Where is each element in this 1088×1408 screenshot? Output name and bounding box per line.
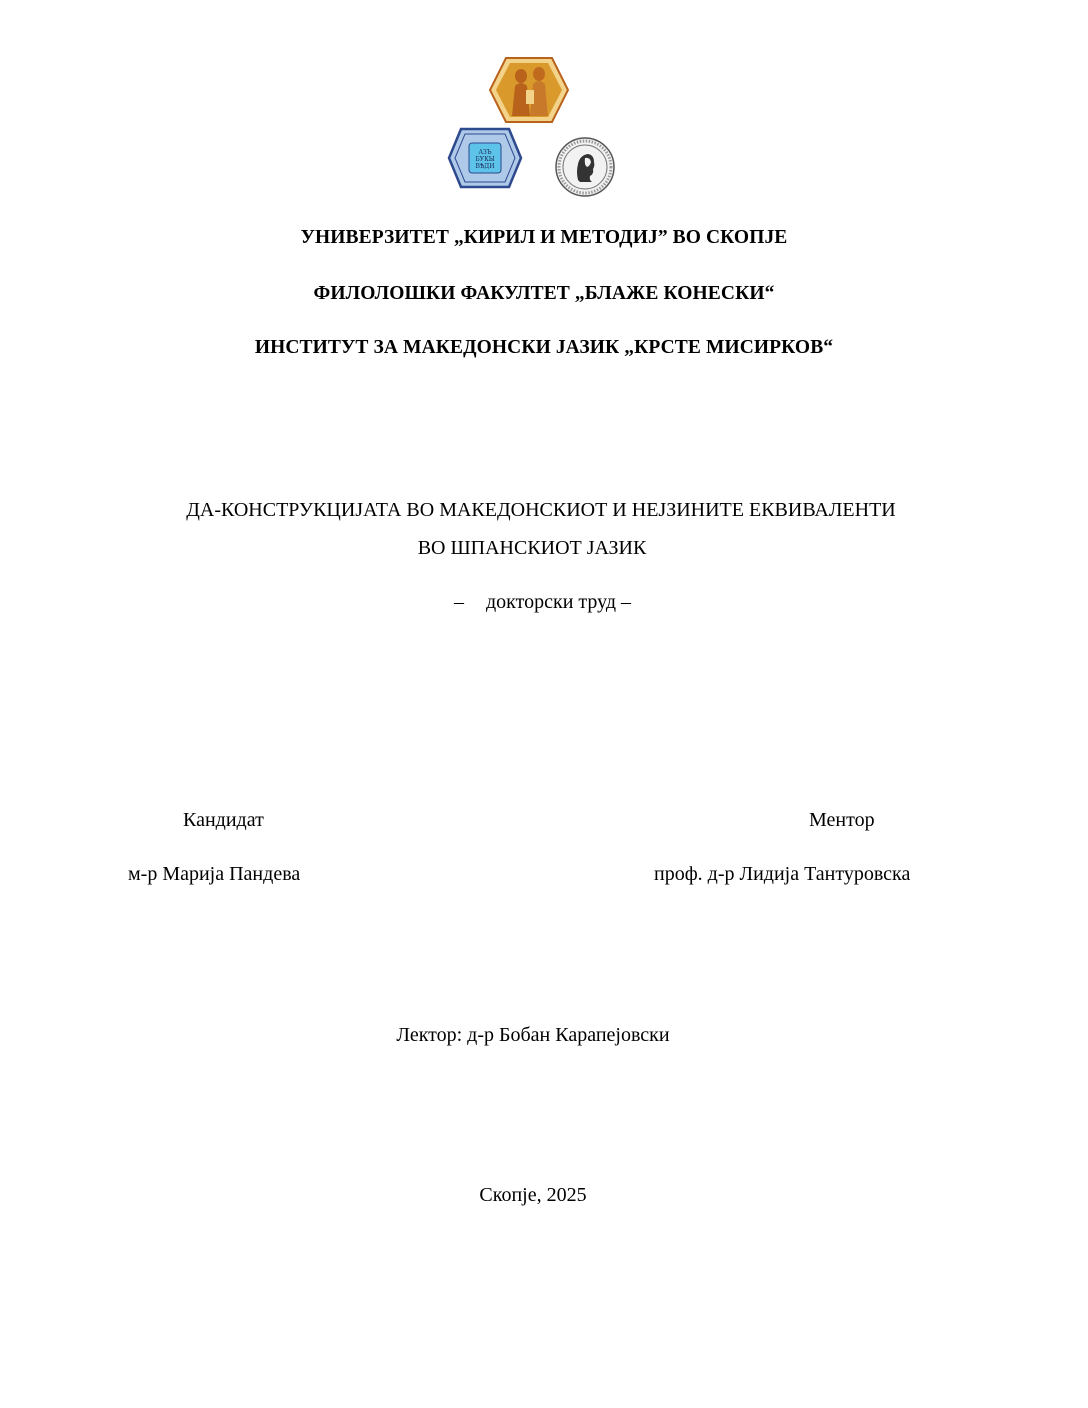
candidate-label: Кандидат bbox=[183, 809, 264, 831]
lector: Лектор: д-р Бобан Карапејовски bbox=[396, 1024, 670, 1046]
institute-medal-icon bbox=[554, 136, 616, 198]
place-year: Скопје, 2025 bbox=[479, 1184, 587, 1206]
thesis-type-dash: – bbox=[454, 591, 464, 613]
svg-text:ВѢДИ: ВѢДИ bbox=[475, 163, 495, 170]
mentor-label: Ментор bbox=[809, 809, 875, 831]
university-seal-icon bbox=[488, 54, 570, 126]
candidate-name: м-р Марија Пандева bbox=[128, 863, 301, 885]
svg-text:АЗЪ: АЗЪ bbox=[478, 149, 492, 156]
mentor-name: проф. д-р Лидија Тантуровска bbox=[654, 863, 911, 885]
faculty-emblem-icon bbox=[447, 127, 523, 189]
thesis-type: докторски труд – bbox=[486, 591, 632, 613]
institute-name: ИНСТИТУТ ЗА МАКЕДОНСКИ ЈАЗИК „КРСТЕ МИСИРКОВ“ bbox=[254, 337, 834, 358]
svg-text:БУКЫ: БУКЫ bbox=[475, 156, 495, 163]
faculty-name: ФИЛОЛОШКИ ФАКУЛТЕТ „БЛАЖЕ КОНЕСКИ“ bbox=[313, 283, 775, 304]
thesis-title-line1: ДА-КОНСТРУКЦИЈАТА ВО МАКЕДОНСКИОТ И НЕЈЗИНИТЕ ЕКВИВАЛЕНТИ bbox=[186, 499, 896, 521]
thesis-title-line2: ВО ШПАНСКИОТ ЈАЗИК bbox=[417, 537, 647, 559]
university-name: УНИВЕРЗИТЕТ „КИРИЛ И МЕТОДИЈ” ВО СКОПЈЕ bbox=[300, 227, 788, 248]
